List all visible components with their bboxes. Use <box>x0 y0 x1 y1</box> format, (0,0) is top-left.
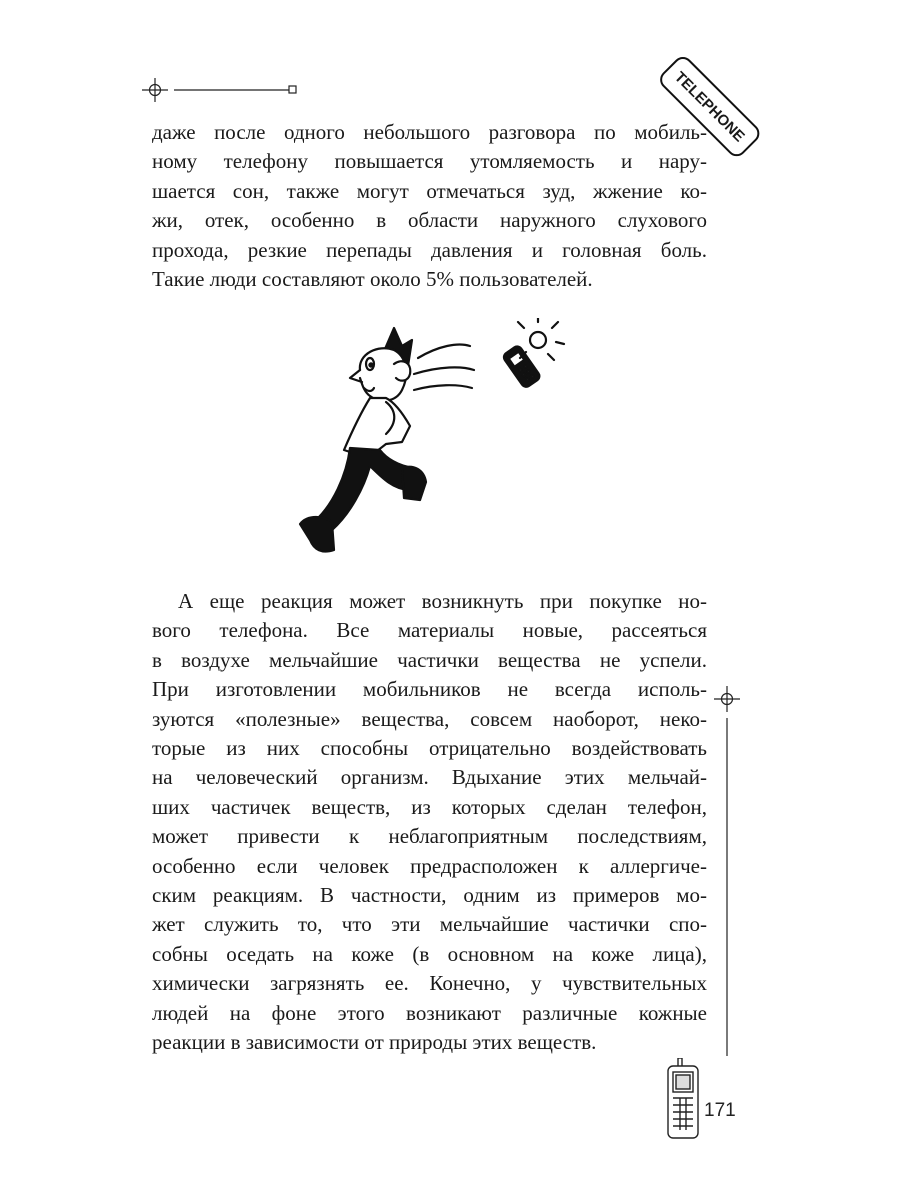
text-line: шается сон, также могут отмечаться зуд, жжение ко- <box>152 178 707 203</box>
text-line: может привести к неблагоприятным последствиям, <box>152 824 707 849</box>
crop-mark-top-left <box>142 78 312 102</box>
paragraph-1 <box>152 118 707 294</box>
text-line: особенно если человек предрасположен к аллергиче- <box>152 853 707 878</box>
text-line: жи, отек, особенно в области наружного слухового <box>152 208 707 233</box>
text-line: жет служить то, что эти мельчайшие частички спо- <box>152 912 707 937</box>
text-line: А еще реакция может возникнуть при покупке но- <box>178 589 707 613</box>
text-line: прохода, резкие перепады давления и головная боль. <box>152 237 707 262</box>
man-running-from-ringing-phone-icon <box>290 318 580 563</box>
text-line: химически загрязнять ее. Конечно, у чувствительных <box>152 971 707 996</box>
text-line: ших частичек веществ, из которых сделан телефон, <box>152 794 707 819</box>
crop-mark-right <box>714 686 740 1056</box>
paragraph-2 <box>152 587 707 1058</box>
text-line: Такие люди составляют около 5% пользователей. <box>152 267 593 292</box>
text-line: собны оседать на коже (в основном на коже лица), <box>152 941 707 966</box>
text-line: на человеческий организм. Вдыхание этих мельчай- <box>152 765 707 790</box>
telephone-tag-label: TELEPHONE <box>671 68 749 146</box>
text-line: людей на фоне этого возникают различные кожные <box>152 1000 707 1025</box>
mobile-phone-icon <box>666 1058 700 1140</box>
text-line: При изготовлении мобильников не всегда исполь- <box>152 677 707 702</box>
text-line: даже после одного небольшого разговора по мобиль- <box>152 120 707 144</box>
text-line: реакции в зависимости от природы этих веществ. <box>152 1030 597 1055</box>
text-line: вого телефона. Все материалы новые, рассеяться <box>152 618 707 643</box>
text-line: торые из них способны отрицательно воздействовать <box>152 736 707 761</box>
text-line: зуются «полезные» вещества, совсем наоборот, неко- <box>152 706 707 731</box>
page-number: 171 <box>704 1100 736 1121</box>
text-line: ским реакциям. В частности, одним из примеров мо- <box>152 883 707 908</box>
text-line: ному телефону повышается утомляемость и нару- <box>152 149 707 174</box>
text-line: в воздухе мельчайшие частички вещества не успели. <box>152 647 707 672</box>
